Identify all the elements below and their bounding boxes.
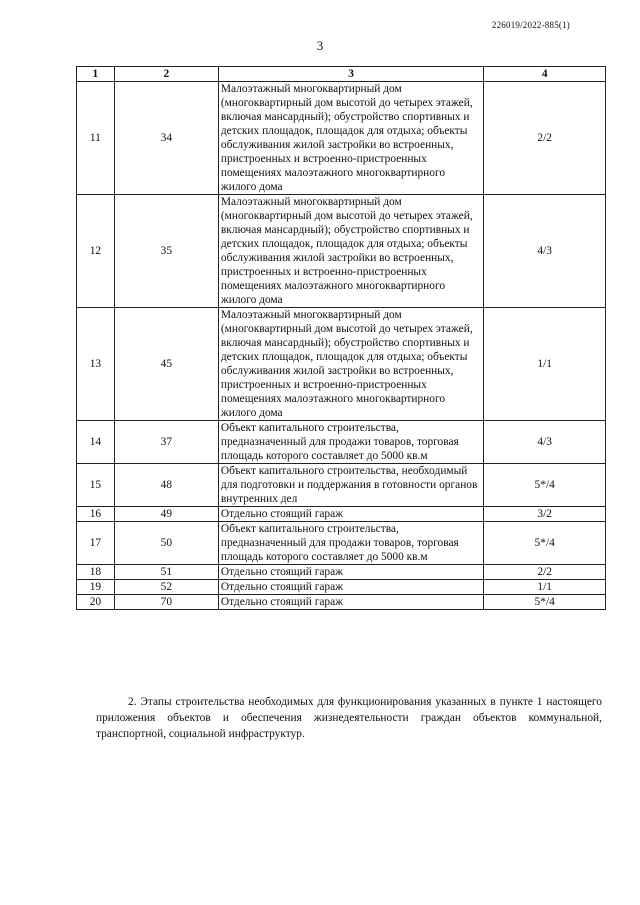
row-code: 49 [114,507,218,522]
row-description: Малоэтажный многоквартирный дом (многоквартирный дом высотой до четырех этажей, включая мансардный); обустройство спортивных и детских площадок, площадок для отдыха; объекты обслуживания жилой застройки во встроенных, пристроенных и встроенно-пристроенных помещениях малоэтажного многоквартирного жилого дома [218,308,484,421]
row-code: 48 [114,464,218,507]
row-number: 14 [77,421,115,464]
column-header: 4 [484,67,606,82]
table-header-row [77,67,606,82]
row-value: 2/2 [484,565,606,580]
table-row [77,195,606,308]
row-value: 5*/4 [484,464,606,507]
column-header: 2 [114,67,218,82]
table-row [77,464,606,507]
table-row [77,507,606,522]
document-id: 226019/2022-885(1) [491,20,570,30]
row-value: 1/1 [484,308,606,421]
row-description: Отдельно стоящий гараж [218,580,484,595]
row-number: 12 [77,195,115,308]
row-code: 35 [114,195,218,308]
row-code: 34 [114,82,218,195]
row-code: 70 [114,595,218,610]
table-row [77,565,606,580]
row-description: Малоэтажный многоквартирный дом (многоквартирный дом высотой до четырех этажей, включая мансардный); обустройство спортивных и детских площадок, площадок для отдыха; объекты обслуживания жилой застройки во встроенных, пристроенных и встроенно-пристроенных помещениях малоэтажного многоквартирного жилого дома [218,195,484,308]
row-number: 18 [77,565,115,580]
row-number: 20 [77,595,115,610]
row-value: 2/2 [484,82,606,195]
objects-table [76,66,606,610]
table-row [77,595,606,610]
row-code: 51 [114,565,218,580]
row-number: 11 [77,82,115,195]
stages-paragraph: 2. Этапы строительства необходимых для функционирования указанных в пункте 1 настоящего приложения объектов и обеспечения жизнедеятельности граждан объектов коммунальной, транспортной, социальной инфраструктур. [96,696,602,741]
table-row [77,522,606,565]
row-value: 1/1 [484,580,606,595]
column-header: 3 [218,67,484,82]
table-row [77,421,606,464]
row-number: 15 [77,464,115,507]
row-value: 4/3 [484,421,606,464]
row-number: 19 [77,580,115,595]
page-number: 3 [316,38,324,53]
row-value: 3/2 [484,507,606,522]
row-description: Малоэтажный многоквартирный дом (многоквартирный дом высотой до четырех этажей, включая мансардный); обустройство спортивных и детских площадок, площадок для отдыха; объекты обслуживания жилой застройки во встроенных, пристроенных и встроенно-пристроенных помещениях малоэтажного многоквартирного жилого дома [218,82,484,195]
row-description: Объект капитального строительства, необходимый для подготовки и поддержания в готовности органов внутренних дел [218,464,484,507]
row-description: Отдельно стоящий гараж [218,565,484,580]
row-description: Отдельно стоящий гараж [218,507,484,522]
row-number: 17 [77,522,115,565]
row-description: Отдельно стоящий гараж [218,595,484,610]
row-code: 45 [114,308,218,421]
row-number: 16 [77,507,115,522]
row-code: 50 [114,522,218,565]
row-description: Объект капитального строительства, предназначенный для продажи товаров, торговая площадь которого составляет до 5000 кв.м [218,421,484,464]
table-row [77,580,606,595]
table-row [77,308,606,421]
row-code: 37 [114,421,218,464]
column-header: 1 [77,67,115,82]
row-value: 5*/4 [484,595,606,610]
table-row [77,82,606,195]
row-number: 13 [77,308,115,421]
row-code: 52 [114,580,218,595]
row-description: Объект капитального строительства, предназначенный для продажи товаров, торговая площадь которого составляет до 5000 кв.м [218,522,484,565]
row-value: 5*/4 [484,522,606,565]
row-value: 4/3 [484,195,606,308]
